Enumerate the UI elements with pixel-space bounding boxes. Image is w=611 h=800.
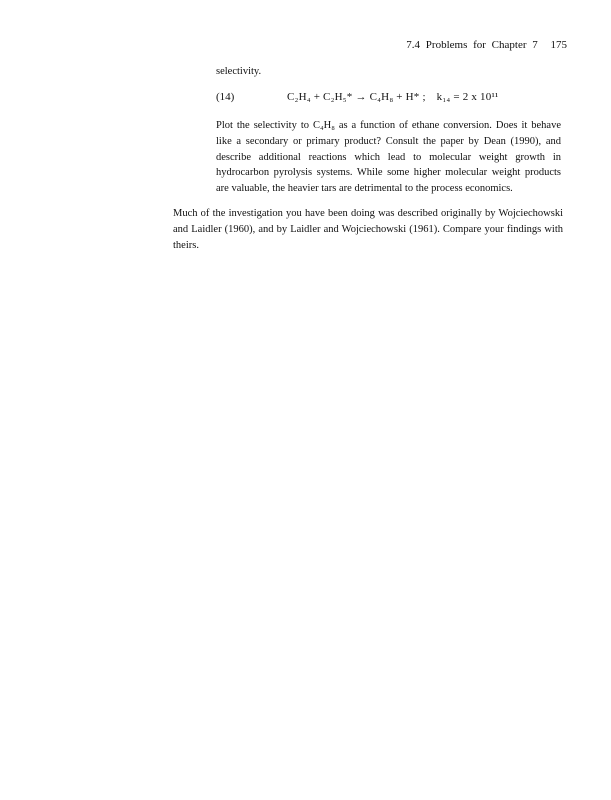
continuation-text: selectivity.: [216, 66, 262, 77]
rate-constant: k₁₄ = 2 x 10¹¹: [436, 91, 499, 103]
closing-paragraph: Much of the investigation you have been doing was described originally by Wojciechowski and Laidler (1960), and by Laidler and Wojciechowski (1961). Compare your findings with theirs.: [173, 208, 563, 251]
problem-paragraph: Plot the selectivity to C₄H₈ as a function of ethane conversion. Does it behave like a secondary or primary product? Consult the paper by Dean (1990), and describe additional reactions which lead to molecular weight growth in hydrocarbon pyrolysis systems. While some higher molecular weight products are valuable, the heavier tars are detrimental to the process economics.: [216, 120, 561, 195]
equation-number: (14): [216, 91, 235, 103]
page-number: 175: [550, 39, 567, 51]
running-header: [406, 39, 567, 51]
reaction-formula: C₂H₄ + C₂H₅* → C₄H₈ + H* ;: [287, 91, 426, 103]
section-title: 7.4 Problems for Chapter 7: [406, 39, 538, 51]
equation-body: [287, 91, 498, 103]
equation-14: [216, 91, 576, 107]
